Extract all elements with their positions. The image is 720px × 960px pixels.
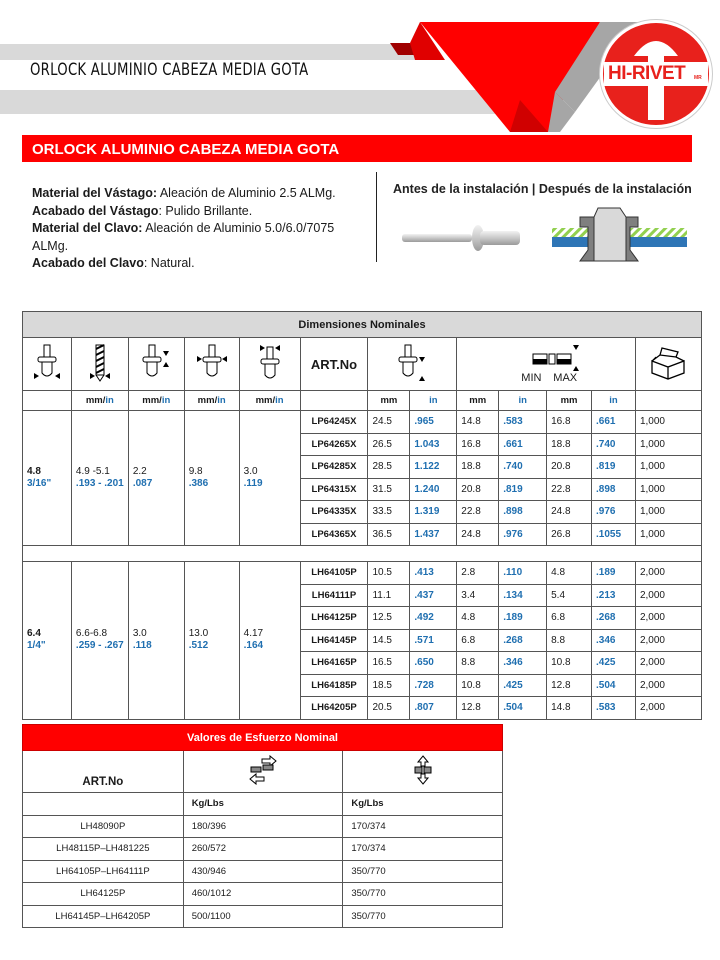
length-mm: 28.5: [368, 456, 410, 479]
strength-art-no: LH48090P: [23, 815, 184, 838]
mandrel-diameter-cell: 3.0 .119: [239, 411, 300, 546]
head-height-cell: 2.2 .087: [128, 411, 184, 546]
grip-min-mm: 22.8: [457, 501, 499, 524]
art-no-cell: LH64111P: [300, 584, 368, 607]
art-no-cell: LH64125P: [300, 607, 368, 630]
grip-max-in: .268: [592, 607, 636, 630]
length-in: .492: [410, 607, 457, 630]
table-row: [23, 411, 702, 434]
mandrel-diameter-icon: [239, 338, 300, 391]
head-height-cell: 3.0 .118: [128, 562, 184, 720]
grip-min-in: .346: [499, 652, 547, 675]
icon-header-row: [23, 338, 702, 391]
grip-max-mm: 6.8: [547, 607, 592, 630]
box-quantity: 1,000: [635, 456, 701, 479]
drill-size-cell: 6.6-6.8 .259 - .267: [71, 562, 128, 720]
grip-min-in: .898: [499, 501, 547, 524]
grip-max-mm: 14.8: [547, 697, 592, 720]
length-in: .728: [410, 674, 457, 697]
grip-min-mm: 16.8: [457, 433, 499, 456]
length-in: 1.043: [410, 433, 457, 456]
length-in: .965: [410, 411, 457, 434]
tensile-value: 170/374: [343, 838, 503, 861]
shear-value: 500/1100: [183, 905, 343, 928]
shear-value: 180/396: [183, 815, 343, 838]
grip-min-mm: 4.8: [457, 607, 499, 630]
art-no-cell: LH64145P: [300, 629, 368, 652]
art-no-cell: LP64365X: [300, 523, 368, 546]
unit-in: in: [499, 391, 547, 411]
table-row: [23, 838, 503, 861]
grip-min-mm: 8.8: [457, 652, 499, 675]
grip-min-in: .976: [499, 523, 547, 546]
logo-mark: MR: [694, 75, 702, 81]
grip-max-in: .346: [592, 629, 636, 652]
art-no-cell: LH64165P: [300, 652, 368, 675]
length-in: .437: [410, 584, 457, 607]
rivet-diameter-cell: 4.8 3/16": [23, 411, 72, 546]
length-mm: 10.5: [368, 562, 410, 585]
grip-min-in: .819: [499, 478, 547, 501]
box-quantity: 2,000: [635, 674, 701, 697]
grip-min-in: .425: [499, 674, 547, 697]
grip-min-in: .189: [499, 607, 547, 630]
spacer-row: [23, 546, 702, 562]
header-banner: [0, 0, 720, 130]
shear-value: 460/1012: [183, 883, 343, 906]
grip-max-mm: 12.8: [547, 674, 592, 697]
box-quantity: 1,000: [635, 478, 701, 501]
grip-max-mm: 26.8: [547, 523, 592, 546]
rivet-before-icon: [402, 225, 520, 251]
grip-min-mm: 18.8: [457, 456, 499, 479]
art-no-cell: LP64315X: [300, 478, 368, 501]
art-no-cell: LP64245X: [300, 411, 368, 434]
length-in: .571: [410, 629, 457, 652]
art-no-cell: LP64285X: [300, 456, 368, 479]
drill-size-cell: 4.9 -5.1 .193 - .201: [71, 411, 128, 546]
box-quantity: 1,000: [635, 411, 701, 434]
head-diameter-cell: 9.8 .386: [184, 411, 239, 546]
strength-units-row: [23, 793, 503, 816]
grip-max-in: .976: [592, 501, 636, 524]
length-mm: 24.5: [368, 411, 410, 434]
hi-rivet-logo: [600, 20, 712, 128]
strength-table: [22, 724, 503, 928]
grip-min-mm: 10.8: [457, 674, 499, 697]
unit-mm: mm: [457, 391, 499, 411]
grip-max-in: .898: [592, 478, 636, 501]
table-row: [23, 860, 503, 883]
strength-art-no: LH64145P–LH64205P: [23, 905, 184, 928]
grip-max-mm: 4.8: [547, 562, 592, 585]
unit-label: mm/in: [71, 391, 128, 411]
spec-value: : Pulido Brillante.: [158, 203, 253, 218]
length-mm: 33.5: [368, 501, 410, 524]
rivet-installed-icon: [552, 208, 687, 261]
grip-min-in: .268: [499, 629, 547, 652]
tensile-value: 170/374: [343, 815, 503, 838]
strength-title-row: [23, 725, 503, 751]
grip-max-in: .189: [592, 562, 636, 585]
art-no-cell: LH64105P: [300, 562, 368, 585]
spec-value: Aleación de Aluminio 5.0/6.0/7075 ALMg.: [32, 221, 335, 253]
length-in: 1.240: [410, 478, 457, 501]
grip-min-in: .110: [499, 562, 547, 585]
grip-max-mm: 20.8: [547, 456, 592, 479]
shear-value: 430/946: [183, 860, 343, 883]
grip-min-in: .661: [499, 433, 547, 456]
spec-line: [32, 185, 362, 203]
grip-max-mm: 16.8: [547, 411, 592, 434]
shear-value: 260/572: [183, 838, 343, 861]
grip-min-mm: 20.8: [457, 478, 499, 501]
unit-label: mm/in: [128, 391, 184, 411]
length-in: 1.319: [410, 501, 457, 524]
units-row: [23, 391, 702, 411]
grip-max-mm: 10.8: [547, 652, 592, 675]
box-quantity: 2,000: [635, 607, 701, 630]
grip-min-mm: 3.4: [457, 584, 499, 607]
tensile-force-icon: [343, 751, 503, 793]
spec-line: [32, 220, 362, 255]
length-mm: 20.5: [368, 697, 410, 720]
grip-min-in: .740: [499, 456, 547, 479]
grip-min-mm: 2.8: [457, 562, 499, 585]
unit-mm: mm: [368, 391, 410, 411]
rivet-diameter-cell: 6.4 1/4": [23, 562, 72, 720]
grip-min-mm: 6.8: [457, 629, 499, 652]
art-no-cell: LH64205P: [300, 697, 368, 720]
grip-max-mm: 8.8: [547, 629, 592, 652]
box-quantity: 1,000: [635, 433, 701, 456]
strength-art-no: LH64105P–LH64111P: [23, 860, 184, 883]
length-in: .807: [410, 697, 457, 720]
unit-label: mm/in: [239, 391, 300, 411]
table-row: [23, 905, 503, 928]
grip-max-in: .583: [592, 697, 636, 720]
shear-unit: Kg/Lbs: [183, 793, 343, 816]
length-mm: 11.1: [368, 584, 410, 607]
grip-max-in: .661: [592, 411, 636, 434]
box-quantity: 2,000: [635, 584, 701, 607]
length-in: .650: [410, 652, 457, 675]
grip-max-in: .425: [592, 652, 636, 675]
spec-label: Acabado del Vástago: [32, 203, 159, 218]
grip-max-in: .819: [592, 456, 636, 479]
spec-label: Acabado del Clavo: [32, 256, 144, 270]
grip-max-mm: 22.8: [547, 478, 592, 501]
rivet-diameter-icon: [23, 338, 72, 391]
head-diameter-icon: [184, 338, 239, 391]
box-quantity: 2,000: [635, 652, 701, 675]
dimensions-title: Dimensiones Nominales: [23, 312, 702, 338]
length-mm: 18.5: [368, 674, 410, 697]
grip-max-mm: 18.8: [547, 433, 592, 456]
art-no-cell: LP64335X: [300, 501, 368, 524]
grip-min-mm: 12.8: [457, 697, 499, 720]
grip-max-in: .504: [592, 674, 636, 697]
min-label: MIN: [521, 372, 542, 384]
max-label: MAX: [553, 372, 578, 384]
tensile-value: 350/770: [343, 905, 503, 928]
table-title-row: [23, 312, 702, 338]
spec-label: Material del Clavo:: [32, 221, 143, 235]
product-title-bar: ORLOCK ALUMINIO CABEZA MEDIA GOTA: [22, 135, 692, 162]
table-row: [23, 562, 702, 585]
grip-min-in: .504: [499, 697, 547, 720]
strength-title: Valores de Esfuerzo Nominal: [23, 725, 503, 751]
spec-value: Aleación de Aluminio 2.5 ALMg.: [157, 186, 336, 200]
length-mm: 14.5: [368, 629, 410, 652]
art-no-cell: LH64185P: [300, 674, 368, 697]
spec-value: : Natural.: [143, 256, 195, 270]
grip-max-mm: 5.4: [547, 584, 592, 607]
material-specs: [32, 185, 362, 273]
vertical-divider: [376, 172, 377, 262]
strength-art-no: LH64125P: [23, 883, 184, 906]
rivet-length-icon: [368, 338, 457, 391]
unit-mm: mm: [547, 391, 592, 411]
length-in: .413: [410, 562, 457, 585]
grip-min-mm: 24.8: [457, 523, 499, 546]
grip-max-mm: 24.8: [547, 501, 592, 524]
art-no-cell: LP64265X: [300, 433, 368, 456]
art-no-header: ART.No: [300, 338, 368, 391]
strength-art-no: LH48115P–LH481225: [23, 838, 184, 861]
shear-force-icon: [183, 751, 343, 793]
banner-title: ORLOCK ALUMINIO CABEZA MEDIA GOTA: [30, 60, 309, 80]
grip-min-in: .134: [499, 584, 547, 607]
grip-min-mm: 14.8: [457, 411, 499, 434]
grip-max-in: .1055: [592, 523, 636, 546]
box-quantity: 2,000: [635, 697, 701, 720]
grip-range-header: [457, 338, 636, 391]
logo-text: HI-RIVET: [608, 63, 686, 84]
installation-illustration: [398, 205, 698, 267]
spec-line: [32, 255, 362, 273]
tensile-value: 350/770: [343, 883, 503, 906]
length-mm: 12.5: [368, 607, 410, 630]
grip-min-in: .583: [499, 411, 547, 434]
unit-in: in: [592, 391, 636, 411]
strength-icon-row: [23, 751, 503, 793]
table-row: [23, 883, 503, 906]
spec-line: [32, 203, 362, 221]
strength-art-header: ART.No: [23, 751, 184, 793]
box-quantity-icon: [635, 338, 701, 391]
length-mm: 36.5: [368, 523, 410, 546]
spec-label: Material del Vástago:: [32, 186, 158, 200]
length-mm: 31.5: [368, 478, 410, 501]
tensile-value: 350/770: [343, 860, 503, 883]
grip-max-in: .740: [592, 433, 636, 456]
box-quantity: 2,000: [635, 562, 701, 585]
tensile-unit: Kg/Lbs: [343, 793, 503, 816]
drill-size-icon: [71, 338, 128, 391]
length-mm: 16.5: [368, 652, 410, 675]
mandrel-diameter-cell: 4.17 .164: [239, 562, 300, 720]
installation-title: Antes de la instalación | Después de la instalación: [393, 182, 692, 196]
box-quantity: 2,000: [635, 629, 701, 652]
head-diameter-cell: 13.0 .512: [184, 562, 239, 720]
length-in: 1.122: [410, 456, 457, 479]
grip-range-icon: [531, 342, 581, 372]
head-height-icon: [128, 338, 184, 391]
unit-label: mm/in: [184, 391, 239, 411]
table-row: [23, 815, 503, 838]
grip-max-in: .213: [592, 584, 636, 607]
box-quantity: 1,000: [635, 523, 701, 546]
box-quantity: 1,000: [635, 501, 701, 524]
dimensions-table: [22, 311, 702, 720]
length-mm: 26.5: [368, 433, 410, 456]
length-in: 1.437: [410, 523, 457, 546]
unit-in: in: [410, 391, 457, 411]
